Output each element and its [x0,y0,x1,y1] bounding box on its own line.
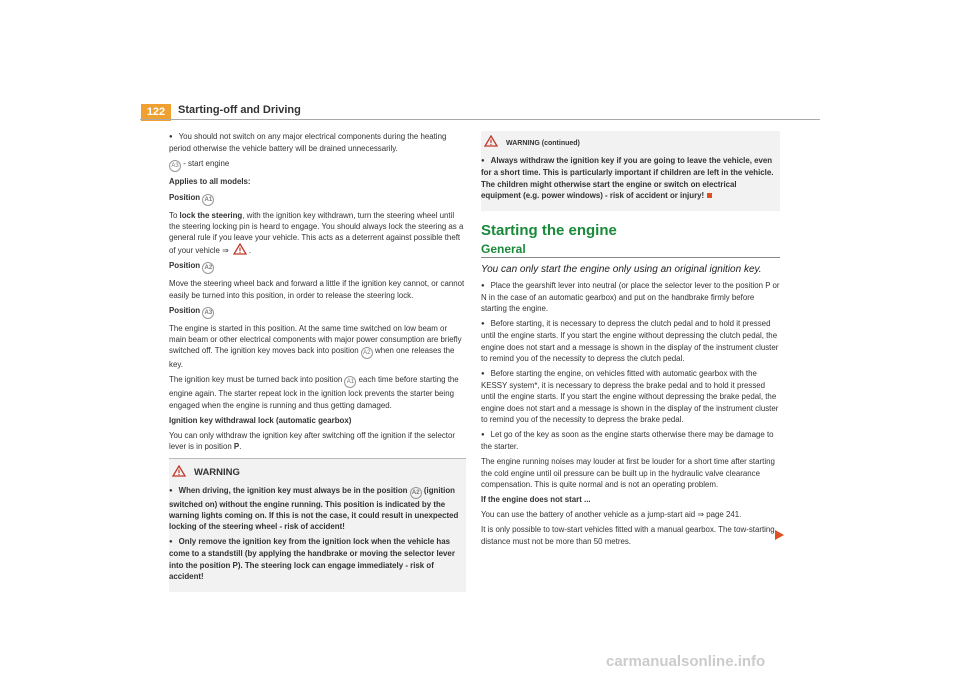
next-page-arrow-icon [775,530,784,540]
applies-heading: Applies to all models: [169,177,251,187]
position-3-heading: Position A3 [169,305,466,319]
position-3-text: The engine is started in this position. At the same time switched on low beam or main beam or other electrical components with major power consumption are briefly switched off. The ignition key moves back into position A2 when one releases the key. [169,323,462,370]
warning-item: ● Always withdraw the ignition key if you are going to leave the vehicle, even for a short time. This is particularly important if children are left in the vehicle. The children might otherwise start the engine or switch on electrical equipment (e.g. power windows) - risk of accident or injury! [481,155,774,201]
subsection-rule [481,257,780,258]
position-badge: A3 [169,160,181,172]
warning-item: ● When driving, the ignition key must always be in the position A2 (ignition switched on) without the engine running. This position is indicated by the warning lights coming on. If this is not the case, it could result in unexpected locking of the steering wheel - risk of accident! [169,485,460,533]
position-2-heading: Position A2 [169,260,466,274]
tow-start-text: It is only possible to tow-start vehicles fitted with a manual gearbox. The tow-starting distance must not be more than 50 metres. [481,525,775,546]
position-badge: A1 [202,194,214,206]
no-start-heading: If the engine does not start ... [481,495,591,505]
position-badge: A2 [410,487,422,499]
header-rule [140,119,820,120]
lead-text: You can only start the engine only using an original ignition key. [481,264,762,276]
section-title: Starting the engine [481,222,617,240]
warning-box [169,458,466,592]
bullet-item: ● Let go of the key as soon as the engine starts otherwise there may be damage to the starter. [481,429,780,452]
warning-title: WARNING [169,465,460,478]
warning-triangle-icon [233,243,247,255]
subsection-title: General [481,242,526,257]
warning-continued-box [481,131,780,211]
right-column [481,131,780,551]
warning-continued-title: WARNING (continued) [481,135,774,149]
warning-triangle-icon [484,135,498,147]
position-2-text: Move the steering wheel back and forward a little if the ignition key cannot, or cannot easily be turned into this position, in order to release the steering lock. [169,279,465,300]
bullet-item: ● Before starting the engine, on vehicles fitted with automatic gearbox with the KESSY system*, it is necessary to depress the brake pedal and to hold it pressed until the engine starts. If you start the engine without depressing the brake pedal, the engine does not start and a message is shown in the display of the instrument cluster to remind you of the necessity to depress the brake pedal. [481,368,780,425]
jump-start-text: You can use the battery of another vehicle as a jump-start aid ⇒ page 241. [481,510,742,520]
withdrawal-text: You can only withdraw the ignition key after switching off the ignition if the selector lever is in position P. [169,431,455,452]
page-number: 122 [141,104,171,121]
bullet-heating: ● You should not switch on any major electrical components during the heating period otherwise the vehicle battery will be drained unnecessarily. [169,131,466,154]
position-badge: A2 [202,262,214,274]
position-badge: A2 [361,347,373,359]
withdrawal-heading: Ignition key withdrawal lock (automatic gearbox) [169,415,352,425]
bullet-item: ● Place the gearshift lever into neutral (or place the selector lever to the position P or N in the case of an automatic gearbox) and put on the handbrake firmly before starting the engine. [481,280,780,315]
running-title: Starting-off and Driving [178,104,301,116]
bullet-item: ● Before starting, it is necessary to depress the clutch pedal and to hold it pressed until the engine starts. If you start the engine without depressing the clutch pedal, the engine does not start and a message is shown in the display of the instrument cluster to remind you of the necessity to depress the clutch pedal. [481,318,780,364]
warning-triangle-icon [172,465,186,477]
a3-line: A3 - start engine [169,158,466,172]
position-badge: A3 [202,307,214,319]
left-column [169,131,466,592]
footer-watermark: carmanualsonline.info [606,653,766,670]
turn-back-text: The ignition key must be turned back into position A1 each time before starting the engine again. The starter repeat lock in the ignition lock prevents the starter being engaged when the engine is running and thus getting damaged. [169,375,459,410]
noise-text: The engine running noises may louder at first be louder for a short time after starting the cold engine until oil pressure can be built up in the hydraulic valve clearance compensation. This is quite normal and is not an operating problem. [481,457,775,489]
position-1-text: To lock the steering, with the ignition key withdrawn, turn the steering wheel until the steering locking pin is heard to engage. You should always lock the steering as a general rule if you leave your vehicle. This acts as a deterrent against possible theft of your vehicle ⇒ . [169,210,464,256]
end-mark-icon [707,193,712,198]
warning-item: ● Only remove the ignition key from the ignition lock when the vehicle has come to a standstill (by applying the handbrake or moving the selector lever into the position P). The steering lock can engage immediately - risk of accident! [169,536,460,582]
position-badge: A1 [344,376,356,388]
position-1-heading: Position A1 [169,192,466,206]
